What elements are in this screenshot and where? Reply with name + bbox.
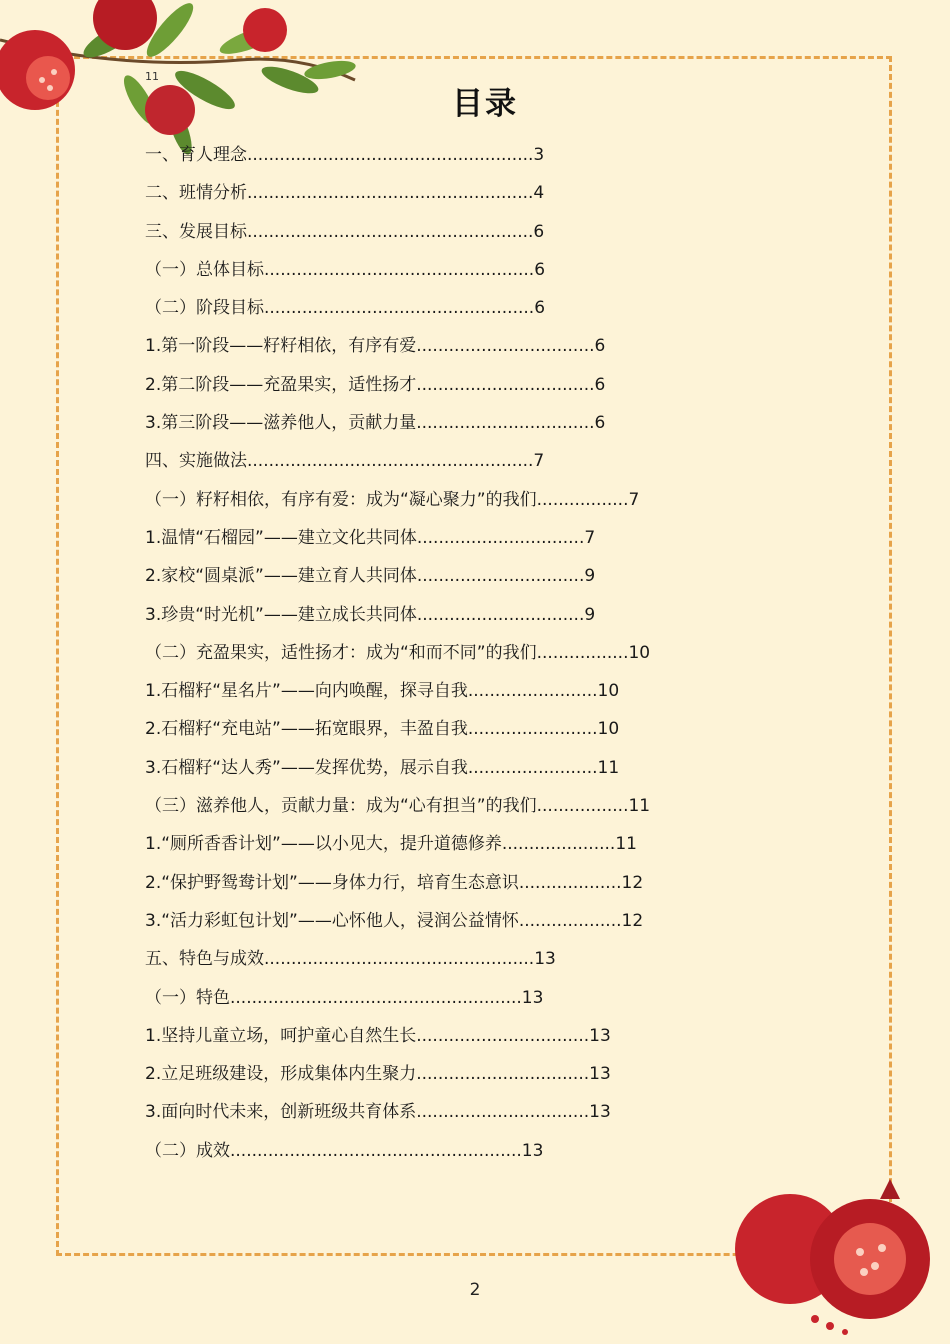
pomegranate-fruit-decoration [720,1174,950,1344]
toc-item[interactable]: 五、特色与成效..................................................13 [145,949,556,970]
toc-item[interactable]: 二、班情分析.....................................................4 [145,183,545,204]
toc-item[interactable]: 3.珍贵“时光机”——建立成长共同体...............................9 [145,604,596,625]
toc-title: 目录 [452,86,518,122]
toc-item[interactable]: 1.第一阶段——籽籽相依，有序有爱.................................6 [145,336,606,357]
toc-item[interactable]: 2.家校“圆桌派”——建立育人共同体...............................9 [145,566,596,587]
toc-item[interactable]: 3.“活力彩虹包计划”——心怀他人，浸润公益情怀...................12 [145,910,644,931]
toc-item[interactable]: 四、实施做法.....................................................7 [145,451,545,472]
toc-item[interactable]: （三）滋养他人，贡献力量：成为“心有担当”的我们.................11 [145,796,651,817]
toc-item[interactable]: 3.面向时代未来，创新班级共育体系................................13 [145,1102,611,1123]
toc-item[interactable]: 1.温情“石榴园”——建立文化共同体...............................7 [145,527,596,548]
toc-item[interactable]: 1.“厕所香香计划”——以小见大，提升道德修养.....................11 [145,834,637,855]
toc-item[interactable]: 三、发展目标.....................................................6 [145,221,545,242]
toc-item[interactable]: 1.坚持儿童立场，呵护童心自然生长................................13 [145,1025,611,1046]
toc-item[interactable]: （一）总体目标..................................................6 [145,259,546,280]
toc-item[interactable]: 一、育人理念.....................................................3 [145,145,545,165]
corner-number: 11 [145,70,159,83]
toc-item[interactable]: 2.石榴籽“充电站”——拓宽眼界，丰盈自我........................10 [145,719,620,740]
toc-item[interactable]: 3.石榴籽“达人秀”——发挥优势，展示自我........................11 [145,757,620,778]
toc-item[interactable]: 1.石榴籽“星名片”——向内唤醒，探寻自我........................10 [145,681,620,702]
toc-item[interactable]: （二）成效......................................................13 [145,1140,544,1161]
toc-item[interactable]: 2.“保护野鸳鸯计划”——身体力行，培育生态意识...................12 [145,872,644,893]
toc-item[interactable]: （二）充盈果实，适性扬才：成为“和而不同”的我们.................10 [145,642,651,663]
toc-item[interactable]: （一）籽籽相依，有序有爱：成为“凝心聚力”的我们.................7 [145,489,640,510]
toc-item[interactable]: 3.第三阶段——滋养他人，贡献力量.................................6 [145,413,606,434]
toc-item[interactable]: 2.第二阶段——充盈果实，适性扬才.................................6 [145,374,606,395]
page-number: 2 [469,1280,481,1300]
toc-list [145,140,650,1174]
toc-item[interactable]: 2.立足班级建设，形成集体内生聚力................................13 [145,1064,611,1085]
toc-item[interactable]: （二）阶段目标..................................................6 [145,298,546,319]
toc-item[interactable]: （一）特色......................................................13 [145,987,544,1008]
